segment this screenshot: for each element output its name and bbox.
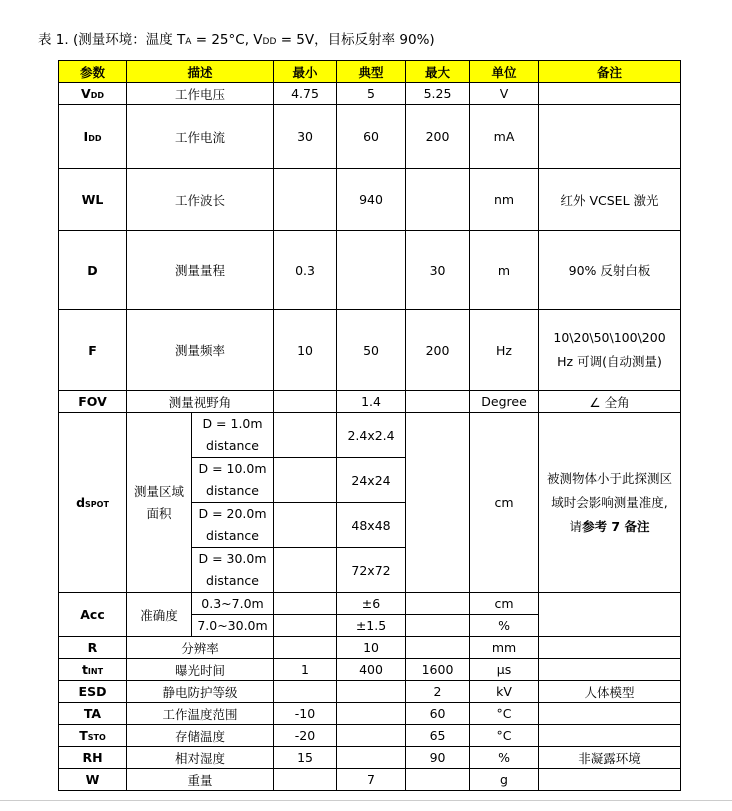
desc-cell: 工作电流 <box>127 105 274 169</box>
table-row-rh <box>59 747 681 769</box>
min-cell: 1 <box>274 659 337 681</box>
min-cell <box>274 413 337 458</box>
table-row-vdd <box>59 83 681 105</box>
unit-cell: mA <box>470 105 539 169</box>
header-desc: 描述 <box>127 61 274 83</box>
note-cell: ∠ 全角 <box>539 391 681 413</box>
min-cell <box>274 548 337 593</box>
table-caption: 表 1. (测量环境：温度 TA = 25°C, VDD = 5V，目标反射率 90%) <box>38 32 435 48</box>
param-cell: ESD <box>59 681 127 703</box>
min-cell <box>274 391 337 413</box>
condition-cell <box>192 458 274 503</box>
condition-line: D = 10.0m <box>198 461 267 476</box>
param-cell: TA <box>59 703 127 725</box>
typ-cell: 10 <box>337 637 406 659</box>
min-cell: 10 <box>274 310 337 391</box>
table-row-w <box>59 769 681 791</box>
min-cell <box>274 169 337 231</box>
typ-cell: 400 <box>337 659 406 681</box>
min-cell <box>274 503 337 548</box>
min-cell <box>274 681 337 703</box>
table-row-tsto <box>59 725 681 747</box>
min-cell: -10 <box>274 703 337 725</box>
typ-cell <box>337 681 406 703</box>
unit-cell: kV <box>470 681 539 703</box>
typ-cell: 5 <box>337 83 406 105</box>
desc-cell: 分辨率 <box>127 637 274 659</box>
note-line: 10\20\50\100\200 <box>553 330 666 345</box>
typ-cell: 940 <box>337 169 406 231</box>
max-cell <box>406 615 470 637</box>
note-cell <box>539 659 681 681</box>
condition-cell: 0.3~7.0m <box>192 593 274 615</box>
note-line: 域时会影响测量准度, <box>551 494 668 510</box>
note-cell: 人体模型 <box>539 681 681 703</box>
param-cell: W <box>59 769 127 791</box>
param-cell: R <box>59 637 127 659</box>
typ-cell <box>337 725 406 747</box>
desc-line: 测量区域 <box>133 483 184 499</box>
unit-cell: % <box>470 615 539 637</box>
note-cell <box>539 413 681 593</box>
typ-cell: 24x24 <box>337 458 406 503</box>
desc-cell: 工作波长 <box>127 169 274 231</box>
page-bottom-rule <box>0 800 732 801</box>
typ-cell: 7 <box>337 769 406 791</box>
min-cell: 30 <box>274 105 337 169</box>
header-max: 最大 <box>406 61 470 83</box>
min-cell <box>274 615 337 637</box>
condition-cell: 7.0~30.0m <box>192 615 274 637</box>
table-row-d <box>59 231 681 310</box>
max-cell <box>406 391 470 413</box>
min-cell: 4.75 <box>274 83 337 105</box>
typ-cell: ±1.5 <box>337 615 406 637</box>
max-cell <box>406 413 470 593</box>
desc-cell: 工作温度范围 <box>127 703 274 725</box>
param-cell: IDD <box>59 105 127 169</box>
condition-line: distance <box>206 528 259 543</box>
desc-cell <box>127 413 192 593</box>
note-line: 请参考 7 备注 <box>569 518 650 534</box>
table-row-tint <box>59 659 681 681</box>
table-row-ta <box>59 703 681 725</box>
max-cell: 65 <box>406 725 470 747</box>
table-row-esd <box>59 681 681 703</box>
note-cell: 非凝露环境 <box>539 747 681 769</box>
note-cell <box>539 637 681 659</box>
condition-line: D = 30.0m <box>198 551 267 566</box>
max-cell: 5.25 <box>406 83 470 105</box>
typ-cell: ±6 <box>337 593 406 615</box>
desc-cell: 测量视野角 <box>127 391 274 413</box>
desc-cell: 曝光时间 <box>127 659 274 681</box>
min-cell <box>274 769 337 791</box>
header-note: 备注 <box>539 61 681 83</box>
desc-line: 面积 <box>146 505 172 521</box>
table-row-acc <box>59 593 681 615</box>
table-row-fov <box>59 391 681 413</box>
desc-cell: 相对湿度 <box>127 747 274 769</box>
max-cell: 1600 <box>406 659 470 681</box>
max-cell: 90 <box>406 747 470 769</box>
param-cell: tINT <box>59 659 127 681</box>
typ-cell: 2.4x2.4 <box>337 413 406 458</box>
unit-cell: cm <box>470 593 539 615</box>
desc-cell: 工作电压 <box>127 83 274 105</box>
min-cell: -20 <box>274 725 337 747</box>
typ-cell <box>337 703 406 725</box>
param-cell: TSTO <box>59 725 127 747</box>
param-cell: D <box>59 231 127 310</box>
max-cell: 200 <box>406 310 470 391</box>
note-cell <box>539 310 681 391</box>
min-cell: 0.3 <box>274 231 337 310</box>
unit-cell: µs <box>470 659 539 681</box>
max-cell <box>406 769 470 791</box>
max-cell <box>406 169 470 231</box>
note-cell <box>539 703 681 725</box>
note-cell <box>539 83 681 105</box>
max-cell: 2 <box>406 681 470 703</box>
note-line: 被测物体小于此探测区 <box>547 470 673 486</box>
desc-cell: 准确度 <box>127 593 192 637</box>
max-cell: 200 <box>406 105 470 169</box>
header-unit: 单位 <box>470 61 539 83</box>
typ-cell: 1.4 <box>337 391 406 413</box>
note-line: Hz 可调(自动测量) <box>557 354 662 369</box>
table-row-idd <box>59 105 681 169</box>
param-cell: Acc <box>59 593 127 637</box>
condition-line: D = 1.0m <box>202 416 263 431</box>
spec-table <box>58 60 681 791</box>
table-row-wl <box>59 169 681 231</box>
min-cell <box>274 637 337 659</box>
max-cell: 60 <box>406 703 470 725</box>
unit-cell: g <box>470 769 539 791</box>
unit-cell: Degree <box>470 391 539 413</box>
condition-line: distance <box>206 438 259 453</box>
unit-cell: m <box>470 231 539 310</box>
note-cell <box>539 725 681 747</box>
param-cell: dSPOT <box>59 413 127 593</box>
condition-line: D = 20.0m <box>198 506 267 521</box>
unit-cell: mm <box>470 637 539 659</box>
table-row-dspot <box>59 413 681 458</box>
desc-cell: 存储温度 <box>127 725 274 747</box>
param-cell: VDD <box>59 83 127 105</box>
note-cell: 红外 VCSEL 激光 <box>539 169 681 231</box>
unit-cell: °C <box>470 703 539 725</box>
typ-cell: 48x48 <box>337 503 406 548</box>
note-cell <box>539 769 681 791</box>
typ-cell: 60 <box>337 105 406 169</box>
unit-cell: Hz <box>470 310 539 391</box>
typ-cell <box>337 231 406 310</box>
min-cell <box>274 593 337 615</box>
unit-cell: °C <box>470 725 539 747</box>
condition-line: distance <box>206 573 259 588</box>
min-cell <box>274 458 337 503</box>
param-cell: F <box>59 310 127 391</box>
header-param: 参数 <box>59 61 127 83</box>
note-cell <box>539 593 681 637</box>
max-cell: 30 <box>406 231 470 310</box>
max-cell <box>406 593 470 615</box>
unit-cell: nm <box>470 169 539 231</box>
unit-cell: V <box>470 83 539 105</box>
unit-cell: % <box>470 747 539 769</box>
table-row-r <box>59 637 681 659</box>
typ-cell: 50 <box>337 310 406 391</box>
param-cell: WL <box>59 169 127 231</box>
typ-cell <box>337 747 406 769</box>
note-cell <box>539 105 681 169</box>
header-typ: 典型 <box>337 61 406 83</box>
condition-cell <box>192 503 274 548</box>
condition-line: distance <box>206 483 259 498</box>
max-cell <box>406 637 470 659</box>
header-row <box>59 61 681 83</box>
condition-cell <box>192 548 274 593</box>
param-cell: RH <box>59 747 127 769</box>
desc-cell: 静电防护等级 <box>127 681 274 703</box>
unit-cell: cm <box>470 413 539 593</box>
condition-cell <box>192 413 274 458</box>
header-min: 最小 <box>274 61 337 83</box>
param-cell: FOV <box>59 391 127 413</box>
typ-cell: 72x72 <box>337 548 406 593</box>
desc-cell: 重量 <box>127 769 274 791</box>
note-cell: 90% 反射白板 <box>539 231 681 310</box>
table-row-f <box>59 310 681 391</box>
min-cell: 15 <box>274 747 337 769</box>
desc-cell: 测量量程 <box>127 231 274 310</box>
desc-cell: 测量频率 <box>127 310 274 391</box>
